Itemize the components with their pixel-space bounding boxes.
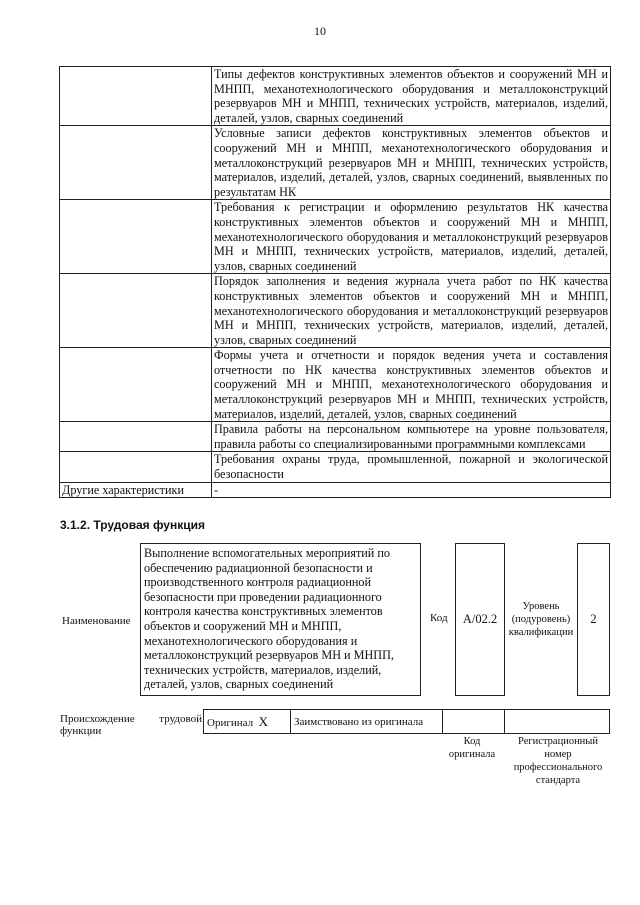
page-number: 10 bbox=[314, 24, 326, 38]
origin-label-line2: функции bbox=[60, 725, 102, 737]
table-row bbox=[60, 200, 611, 274]
requirements-table bbox=[59, 66, 611, 498]
origin-label-word2: трудовой bbox=[159, 713, 202, 725]
row-label-cell bbox=[60, 348, 212, 422]
origin-reg-cell bbox=[505, 710, 610, 734]
row-text-cell: Условные записи дефектов конструктивных элементов объектов и сооружений МН и МНПП, механотехнологического оборудования и металлоконструкций резервуаров МН и МНПП, технических устройств, материалов, изделий, деталей, узлов, сварных соединений, выявленных по результатам НК bbox=[212, 126, 611, 200]
section-title: 3.1.2. Трудовая функция bbox=[60, 518, 205, 532]
table-row bbox=[60, 482, 611, 498]
code-value: А/02.2 bbox=[455, 543, 505, 696]
row-label-cell bbox=[60, 67, 212, 126]
row-label-cell bbox=[60, 200, 212, 274]
row-text-cell: Требования охраны труда, промышленной, пожарной и экологической безопасности bbox=[212, 452, 611, 482]
table-row bbox=[60, 274, 611, 348]
table-row bbox=[60, 422, 611, 452]
code-label: Код bbox=[430, 612, 448, 624]
original-mark: Х bbox=[258, 713, 268, 729]
level-value: 2 bbox=[577, 543, 610, 696]
row-label-cell bbox=[60, 126, 212, 200]
row-label-cell bbox=[60, 274, 212, 348]
original-label: Оригинал bbox=[207, 716, 254, 729]
row-label-cell bbox=[60, 422, 212, 452]
code-original-caption: Код оригинала bbox=[448, 736, 496, 760]
origin-table bbox=[203, 709, 610, 734]
reg-number-caption: Регистрационный номер профессионального стандарта bbox=[513, 736, 603, 786]
table-row bbox=[60, 126, 611, 200]
origin-code-cell bbox=[443, 710, 505, 734]
table-row bbox=[60, 67, 611, 126]
borrowed-cell: Заимствовано из оригинала bbox=[291, 710, 443, 734]
row-text-cell: - bbox=[212, 482, 611, 498]
row-text-cell: Формы учета и отчетности и порядок ведения учета и составления отчетности по НК качества конструктивных элементов объектов и сооружений МН и МНПП, механотехнологического оборудования и металлоконструкций резервуаров МН и МНПП, технических устройств, материалов, изделий, деталей, узлов, сварных соединений bbox=[212, 348, 611, 422]
row-text-cell: Правила работы на персональном компьютере на уровне пользователя, правила работы со специализированными программными комплексами bbox=[212, 422, 611, 452]
table-row bbox=[60, 452, 611, 482]
row-text-cell: Порядок заполнения и ведения журнала учета работ по НК качества конструктивных элементов объектов и сооружений МН и МНПП, механотехнологического оборудования и металлоконструкций резервуаров МН и МНПП, технических устройств, материалов, изделий, деталей, узлов, сварных соединений bbox=[212, 274, 611, 348]
name-label: Наименование bbox=[62, 615, 131, 627]
origin-label bbox=[60, 713, 202, 737]
origin-label-word1: Происхождение bbox=[60, 713, 135, 725]
row-label-cell: Другие характеристики bbox=[60, 482, 212, 498]
row-text-cell: Требования к регистрации и оформлению результатов НК качества конструктивных элементов объектов и сооружений МН и МНПП, механотехнологического оборудования и металлоконструкций резервуаров МН и МНПП, технических устройств, материалов, изделий, деталей, узлов, сварных соединений bbox=[212, 200, 611, 274]
row-label-cell bbox=[60, 452, 212, 482]
original-cell bbox=[204, 710, 291, 734]
level-label: Уровень (подуровень) квалификации bbox=[508, 601, 574, 638]
row-text-cell: Типы дефектов конструктивных элементов объектов и сооружений МН и МНПП, механотехнологического оборудования и металлоконструкций резервуаров МН и МНПП, технических устройств, материалов, изделий, деталей, узлов, сварных соединений bbox=[212, 67, 611, 126]
function-name: Выполнение вспомогательных мероприятий по обеспечению радиационной безопасности и производственного контроля радиационной безопасности при проведении радиационного контроля качества конструктивных элементов объектов и сооружений МН и МНПП, механотехнологического оборудования и металлоконструкций резервуаров МН и МНПП, технических устройств, материалов, изделий, деталей, узлов, сварных соединений bbox=[140, 543, 421, 696]
table-row bbox=[60, 348, 611, 422]
